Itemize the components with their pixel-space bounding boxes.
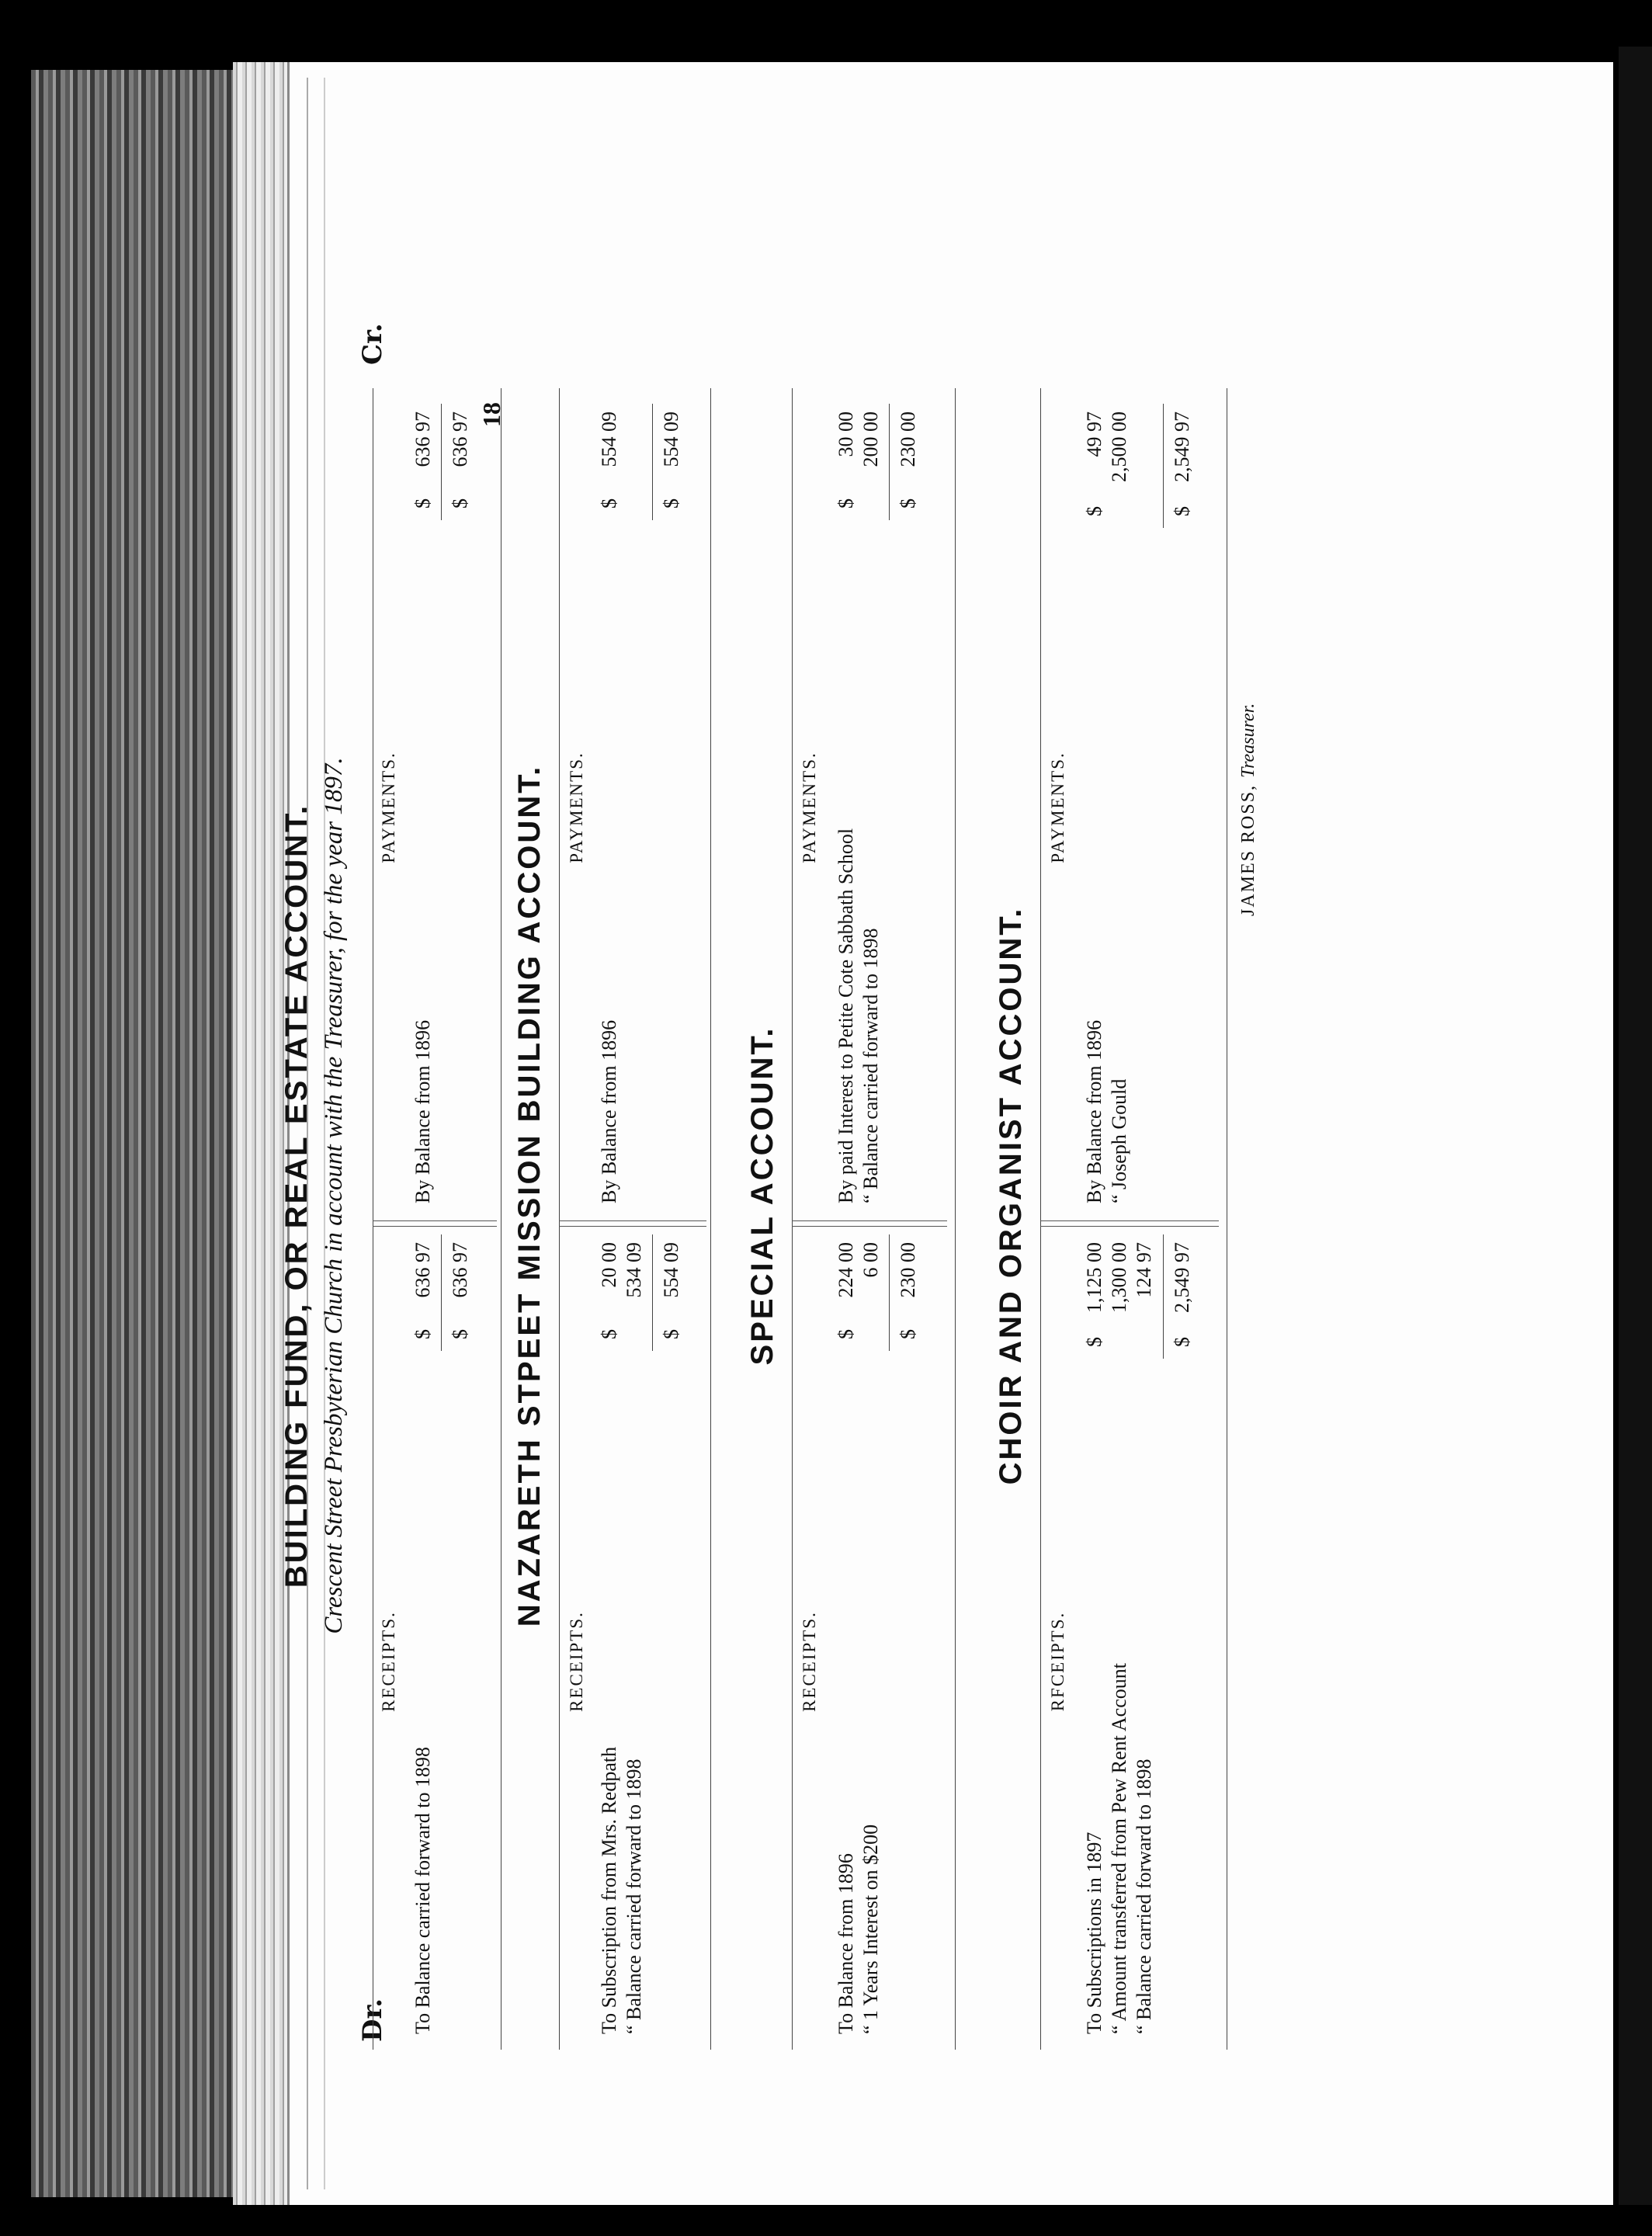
nazareth-receipt-line-1: To Subscription from Mrs. Redpath — [598, 1746, 620, 2034]
building-receipts-total: 636 97 — [449, 1242, 471, 1298]
nazareth-payment-line: By Balance from 1896 — [598, 1019, 620, 1203]
choir-payments-total: 2,549 97 — [1171, 411, 1193, 482]
treasurer-role: Treasurer. — [1238, 703, 1258, 778]
building-fund-title: BUILDING FUND, OR REAL ESTATE ACCOUNT. — [279, 803, 314, 1588]
treasurer-name: JAMES ROSS, — [1238, 783, 1258, 916]
special-payments-heading: PAYMENTS. — [800, 752, 819, 863]
choir-payment-amount-2: 2,500 00 — [1108, 411, 1130, 482]
building-receipt-amount: 636 97 — [411, 1242, 434, 1298]
special-payment-amount-2: 200 00 — [859, 411, 882, 467]
building-payment-line: By Balance from 1896 — [411, 1019, 434, 1203]
building-payments-heading: PAYMENTS. — [379, 752, 398, 863]
facing-page-edge — [1619, 47, 1652, 2205]
special-receipt-line-1: To Balance from 1896 — [835, 1853, 857, 2034]
choir-receipt-line-2: “ Amount transferred from Pew Rent Account — [1108, 1663, 1130, 2034]
choir-receipts-heading: RFCEIPTS. — [1048, 1611, 1067, 1712]
special-payment-amount-1: 30 00 — [835, 411, 857, 457]
building-payments-total: 636 97 — [449, 411, 471, 467]
nazareth-receipt-amount-2: 534 09 — [623, 1242, 645, 1298]
credit-mark: Cr. — [357, 323, 388, 365]
nazareth-receipt-amount-1: 20 00 — [598, 1242, 620, 1288]
special-receipt-line-2: “ 1 Years Interest on $200 — [859, 1824, 882, 2034]
choir-payment-amount-1: 49 97 — [1083, 411, 1105, 457]
choir-payment-line-2: “ Joseph Gould — [1108, 1078, 1130, 1203]
special-section: RECEIPTS. PAYMENTS. To Balance from 1896 $ 224 00 “ 1 Years Interest on $200 6 00 $ 230 00 By paid Interest to Petite Cote Sabbath School $ 30 00 “ Balance carried forward to 1898 200 00 $ 230 00 — [792, 342, 978, 2050]
nazareth-receipts-total: 554 09 — [660, 1242, 682, 1298]
building-fund-section: RECEIPTS. PAYMENTS. To Balance carried forward to 1898 $ 636 97 $ 636 97 By Balance from 1896 $ 636 97 $ 636 97 — [373, 342, 528, 2050]
choir-receipt-line-1: To Subscriptions in 1897 — [1083, 1832, 1105, 2034]
building-fund-subtitle: Crescent Street Presbyterian Church in account with the Treasurer, for the year 1897. — [320, 757, 348, 1634]
nazareth-receipts-heading: RECEIPTS. — [567, 1611, 586, 1712]
debit-mark: Dr. — [357, 1998, 388, 2042]
special-payments-total: 230 00 — [897, 411, 919, 467]
page-number: 18 — [477, 402, 505, 427]
choir-section: RFCEIPTS. PAYMENTS. To Subscriptions in 1897 $ 1,125 00 “ Amount transferred from Pew Rent Account 1,300 00 “ Balance carried forward to 1898 124 97 $ 2,549 97 By Balance from 1896 $ 49 97 “ Joseph Gould 2,500 00 $ 2,549 97 — [1040, 342, 1273, 2050]
special-receipt-amount-1: 224 00 — [835, 1242, 857, 1298]
special-receipt-amount-2: 6 00 — [859, 1242, 882, 1278]
nazareth-receipt-line-2: “ Balance carried forward to 1898 — [623, 1759, 645, 2034]
nazareth-payments-total: 554 09 — [660, 411, 682, 467]
nazareth-payments-heading: PAYMENTS. — [567, 752, 586, 863]
treasurer-signature — [1238, 703, 1259, 916]
special-title: SPECIAL ACCOUNT. — [745, 1026, 779, 1366]
nazareth-title: NAZARETH STPEET MISSION BUILDING ACCOUNT. — [512, 764, 547, 1627]
building-receipt-line: To Balance carried forward to 1898 — [411, 1747, 434, 2034]
ledger-content — [279, 280, 1553, 2112]
special-receipts-total: 230 00 — [897, 1242, 919, 1298]
choir-payment-line-1: By Balance from 1896 — [1083, 1019, 1105, 1203]
choir-receipts-total: 2,549 97 — [1171, 1242, 1193, 1313]
nazareth-section: RECEIPTS. PAYMENTS. To Subscription from Mrs. Redpath $ 20 00 “ Balance carried forward to 1898 534 09 $ 554 09 By Balance from 1896 $ 554 09 $ 554 09 — [559, 342, 730, 2050]
choir-receipt-amount-2: 1,300 00 — [1108, 1242, 1130, 1313]
choir-title: CHOIR AND ORGANIST ACCOUNT. — [994, 906, 1028, 1485]
choir-receipt-line-3: “ Balance carried forward to 1898 — [1133, 1759, 1155, 2034]
special-payment-line-2: “ Balance carried forward to 1898 — [859, 928, 882, 1203]
building-receipts-heading: RECEIPTS. — [379, 1611, 398, 1712]
choir-receipt-amount-1: 1,125 00 — [1083, 1242, 1105, 1313]
choir-payments-heading: PAYMENTS. — [1048, 752, 1067, 863]
special-receipts-heading: RECEIPTS. — [800, 1611, 819, 1712]
choir-receipt-amount-3: 124 97 — [1133, 1242, 1155, 1298]
building-payment-amount: 636 97 — [411, 411, 434, 467]
nazareth-payment-amount: 554 09 — [598, 411, 620, 467]
special-payment-line-1: By paid Interest to Petite Cote Sabbath School — [835, 828, 857, 1203]
